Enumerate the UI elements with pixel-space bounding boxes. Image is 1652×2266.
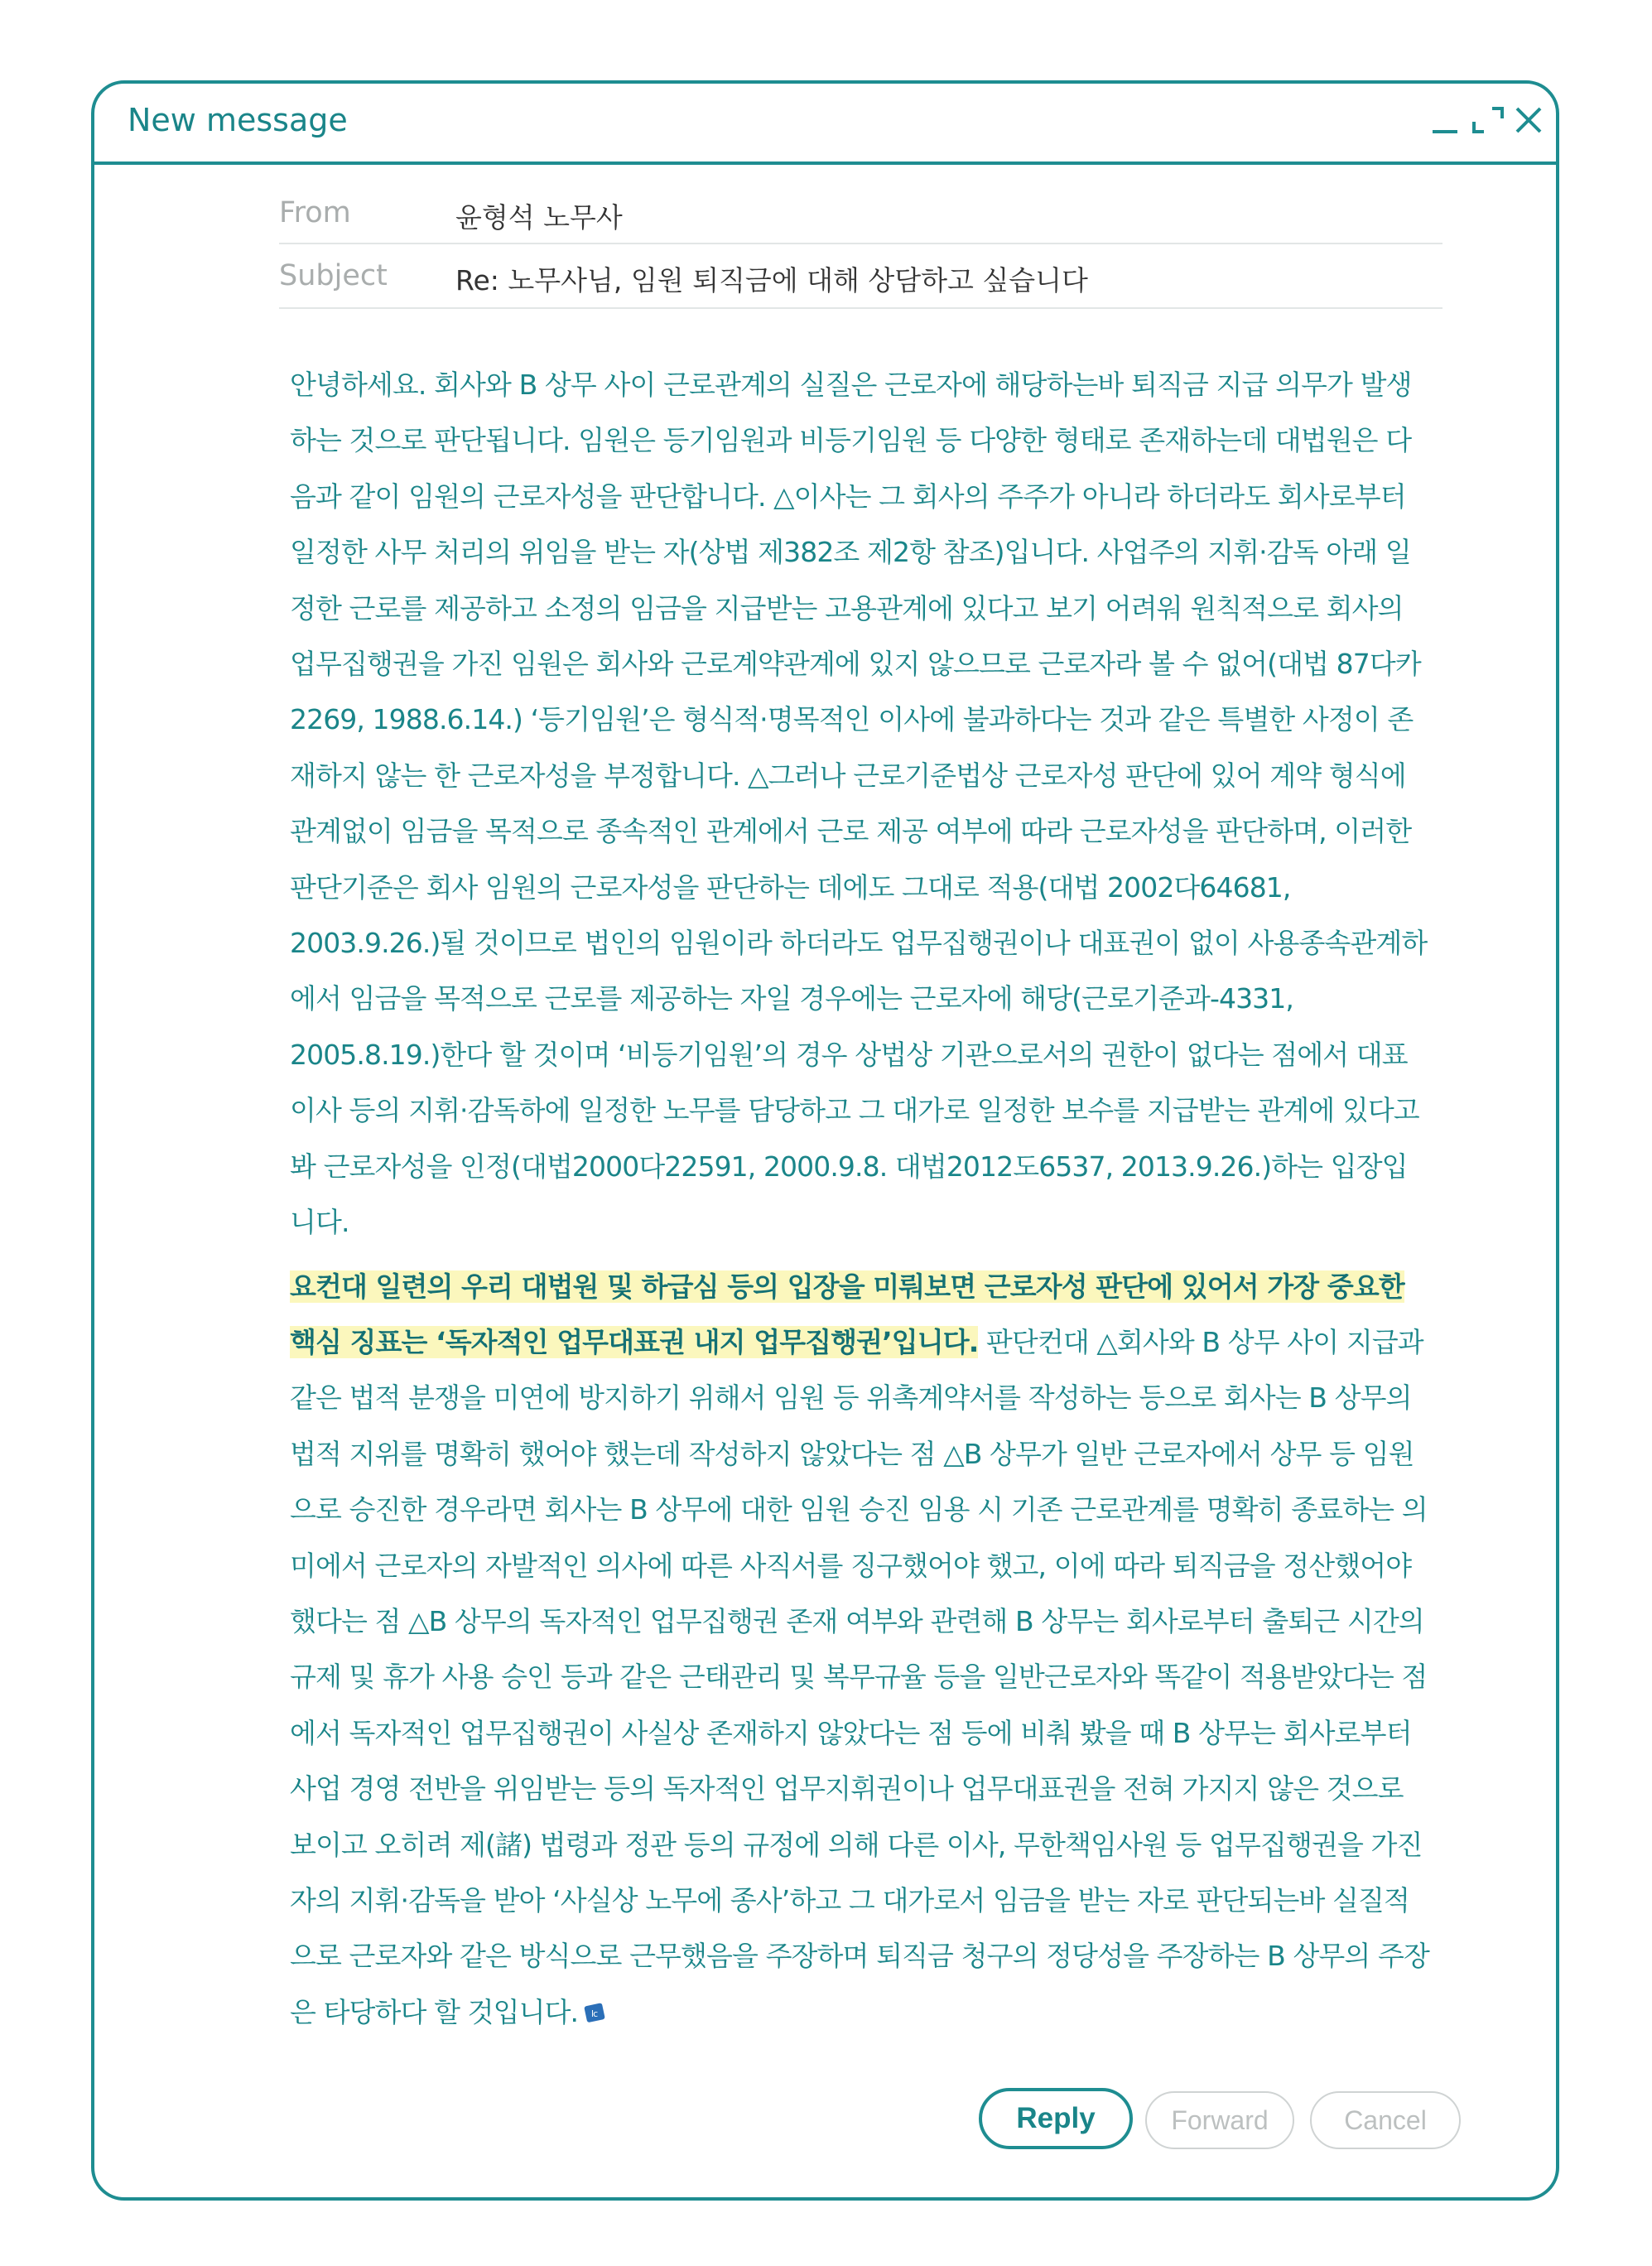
window-title: New message — [128, 102, 348, 138]
from-value[interactable]: 윤형석 노무사 — [455, 201, 623, 234]
body-paragraph-2 — [290, 1259, 1431, 2041]
body-paragraph-1: 안녕하세요. 회사와 B 상무 사이 근로관계의 실질은 근로자에 해당하는바 퇴직금 지급 의무가 발생하는 것으로 판단됩니다. 임원은 등기임원과 비등기임원 등 다양한 형태로 존재하는데 대법원은 다음과 같이 임원의 근로자성을 판단합니다. △이사는 그 회사의 주주가 아니라 하더라도 회사로부터 일정한 사무 처리의 위임을 받는 자(상법 제382조 제2항 참조)입니다. 사업주의 지휘·감독 아래 일정한 근로를 제공하고 소정의 임금을 지급받는 고용관계에 있다고 보기 어려워 원칙적으로 회사의 업무집행권을 가진 임원은 회사와 근로계약관계에 있지 않으므로 근로자라 볼 수 없어(대법 87다카2269, 1988.6.14.) ‘등기임원’은 형식적·명목적인 이사에 불과하다는 것과 같은 특별한 사정이 존재하지 않는 한 근로자성을 부정합니다. △그러나 근로기준법상 근로자성 판단에 있어 계약 형식에 관계없이 임금을 목적으로 종속적인 관계에서 근로 제공 여부에 따라 근로자성을 판단하며, 이러한 판단기준은 회사 임원의 근로자성을 판단하는 데에도 그대로 적용(대법 2002다64681, 2003.9.26.)될 것이므로 법인의 임원이라 하더라도 업무집행권이나 대표권이 없이 사용종속관계하에서 임금을 목적으로 근로를 제공하는 자일 경우에는 근로자에 해당(근로기준과-4331, 2005.8.19.)한다 할 것이며 ‘비등기임원’의 경우 상법상 기관으로서의 권한이 없다는 점에서 대표이사 등의 지휘·감독하에 일정한 노무를 담당하고 그 대가로 일정한 보수를 지급받는 관계에 있다고 봐 근로자성을 인정(대법2000다22591, 2000.9.8. 대법2012도6537, 2013.9.26.)하는 입장입니다. — [290, 369, 1428, 1239]
subject-row — [279, 244, 1442, 309]
end-mark-icon — [583, 1988, 608, 2019]
title-bar — [94, 84, 1556, 165]
cancel-button[interactable]: Cancel — [1310, 2091, 1461, 2149]
subject-value[interactable]: Re: 노무사님, 임원 퇴직금에 대해 상담하고 싶습니다 — [455, 264, 1088, 297]
close-icon[interactable] — [1509, 100, 1550, 142]
minimize-icon[interactable] — [1428, 100, 1469, 142]
expand-icon[interactable] — [1467, 100, 1509, 142]
from-row — [279, 181, 1442, 244]
from-label: From — [279, 196, 351, 229]
highlighted-statement: 요컨대 일련의 우리 대법원 및 하급심 등의 입장을 미뤄보면 근로자성 판단에 있어서 가장 중요한 핵심 징표는 ‘독자적인 업무대표권 내지 업무집행권’입니다. — [290, 1270, 1404, 1358]
compose-window — [91, 80, 1559, 2201]
reply-button[interactable]: Reply — [979, 2088, 1133, 2149]
svg-text:lc: lc — [591, 2008, 598, 2019]
subject-label: Subject — [279, 259, 388, 292]
body-paragraph-2-text: 판단컨대 △회사와 B 상무 사이 지급과 같은 법적 분쟁을 미연에 방지하기 위해서 임원 등 위촉계약서를 작성하는 등으로 회사는 B 상무의 법적 지위를 명확히 했어야 했는데 작성하지 않았다는 점 △B 상무가 일반 근로자에서 상무 등 임원으로 승진한 경우라면 회사는 B 상무에 대한 임원 승진 임용 시 기존 근로관계를 명확히 종료하는 의미에서 근로자의 자발적인 의사에 따른 사직서를 징구했어야 했고, 이에 따라 퇴직금을 정산했어야 했다는 점 △B 상무의 독자적인 업무집행권 존재 여부와 관련해 B 상무는 회사로부터 출퇴근 시간의 규제 및 휴가 사용 승인 등과 같은 근태관리 및 복무규율 등을 일반근로자와 똑같이 적용받았다는 점에서 독자적인 업무집행권이 사실상 존재하지 않았다는 점 등에 비춰 봤을 때 B 상무는 회사로부터 사업 경영 전반을 위임받는 등의 독자적인 업무지휘권이나 업무대표권을 전혀 가지지 않은 것으로 보이고 오히려 제(諸) 법령과 정관 등의 규정에 의해 다른 이사, 무한책임사원 등 업무집행권을 가진 자의 지휘·감독을 받아 ‘사실상 노무에 종사’하고 그 대가로서 임금을 받는 자로 판단되는바 실질적으로 근로자와 같은 방식으로 근무했음을 주장하며 퇴직금 청구의 정당성을 주장하는 B 상무의 주장은 타당하다 할 것입니다. — [290, 1325, 1429, 2028]
forward-button[interactable]: Forward — [1145, 2091, 1294, 2149]
message-body[interactable] — [290, 357, 1431, 2048]
